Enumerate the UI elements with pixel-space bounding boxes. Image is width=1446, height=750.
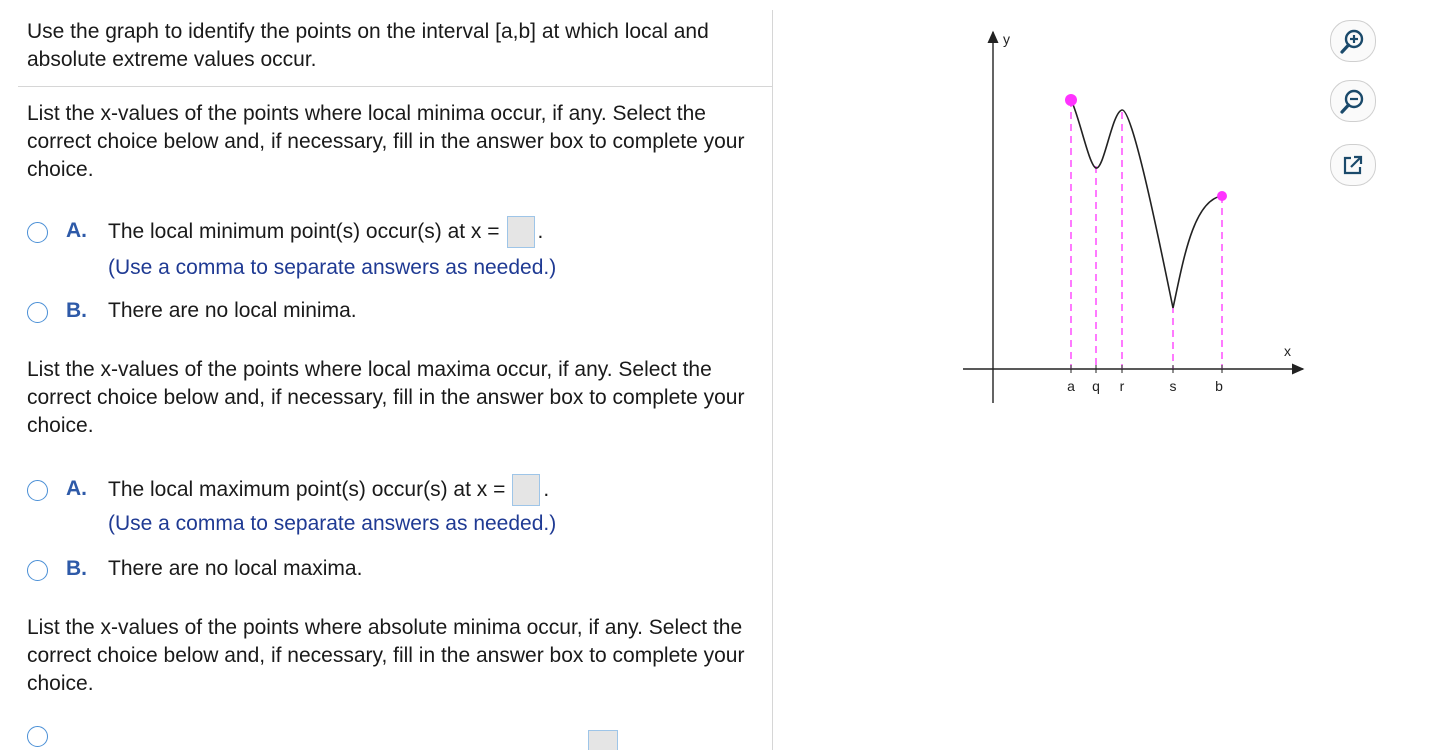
- answer-box[interactable]: [588, 730, 618, 750]
- period: .: [543, 478, 550, 501]
- y-axis-label: y: [1003, 31, 1010, 47]
- zoom-in-button[interactable]: [1330, 20, 1376, 62]
- radio-button[interactable]: [27, 560, 48, 581]
- choice-label: The local maximum point(s) occur(s) at x =: [108, 478, 506, 501]
- radio-button[interactable]: [27, 726, 48, 747]
- choice-letter: A.: [66, 477, 87, 500]
- choice-label: There are no local maxima.: [108, 557, 363, 580]
- local-min-hint: (Use a comma to separate answers as needed.): [108, 256, 557, 279]
- radio-button[interactable]: [27, 480, 48, 501]
- choice-label: The local minimum point(s) occur(s) at x =: [108, 220, 500, 243]
- zoom-in-icon: [1339, 27, 1367, 55]
- guide-lines: [1071, 100, 1222, 369]
- local-minima-prompt: List the x-values of the points where local minima occur, if any. Select the correct choice below and, if necessary, fill in the answer box to complete your choice.: [27, 102, 745, 181]
- choice-label: There are no local minima.: [108, 299, 357, 322]
- endpoint-a: [1065, 94, 1077, 106]
- section-divider: [18, 86, 772, 87]
- zoom-out-icon: [1339, 87, 1367, 115]
- external-link-icon: [1341, 153, 1365, 177]
- radio-button[interactable]: [27, 222, 48, 243]
- choice-text: [108, 216, 543, 248]
- tick-label-r: r: [1119, 378, 1125, 394]
- local-max-answer-box[interactable]: [512, 474, 540, 506]
- x-axis-label: x: [1284, 343, 1291, 359]
- radio-button[interactable]: [27, 302, 48, 323]
- tick-label-s: s: [1169, 378, 1177, 394]
- tick-label-b: b: [1215, 378, 1223, 394]
- choice-letter: A.: [66, 219, 87, 242]
- panel-divider: [772, 10, 773, 750]
- popout-button[interactable]: [1330, 144, 1376, 186]
- function-curve: [1071, 100, 1222, 308]
- tick-label-q: q: [1092, 378, 1100, 394]
- local-min-answer-box[interactable]: [507, 216, 535, 248]
- function-graph: [955, 20, 1315, 420]
- choice-text: [108, 474, 549, 506]
- choice-letter: B.: [66, 557, 87, 580]
- question-prompt: Use the graph to identify the points on the interval [a,b] at which local and absolute extreme values occur.: [27, 20, 709, 71]
- choice-letter: B.: [66, 299, 87, 322]
- tick-label-a: a: [1067, 378, 1075, 394]
- endpoint-b: [1217, 191, 1227, 201]
- period: .: [537, 220, 544, 243]
- zoom-out-button[interactable]: [1330, 80, 1376, 122]
- local-maxima-prompt: List the x-values of the points where local maxima occur, if any. Select the correct choice below and, if necessary, fill in the answer box to complete your choice.: [27, 358, 745, 437]
- local-max-hint: (Use a comma to separate answers as needed.): [108, 512, 557, 535]
- absolute-minima-prompt: List the x-values of the points where absolute minima occur, if any. Select the correct choice below and, if necessary, fill in the answer box to complete your choice.: [27, 616, 745, 695]
